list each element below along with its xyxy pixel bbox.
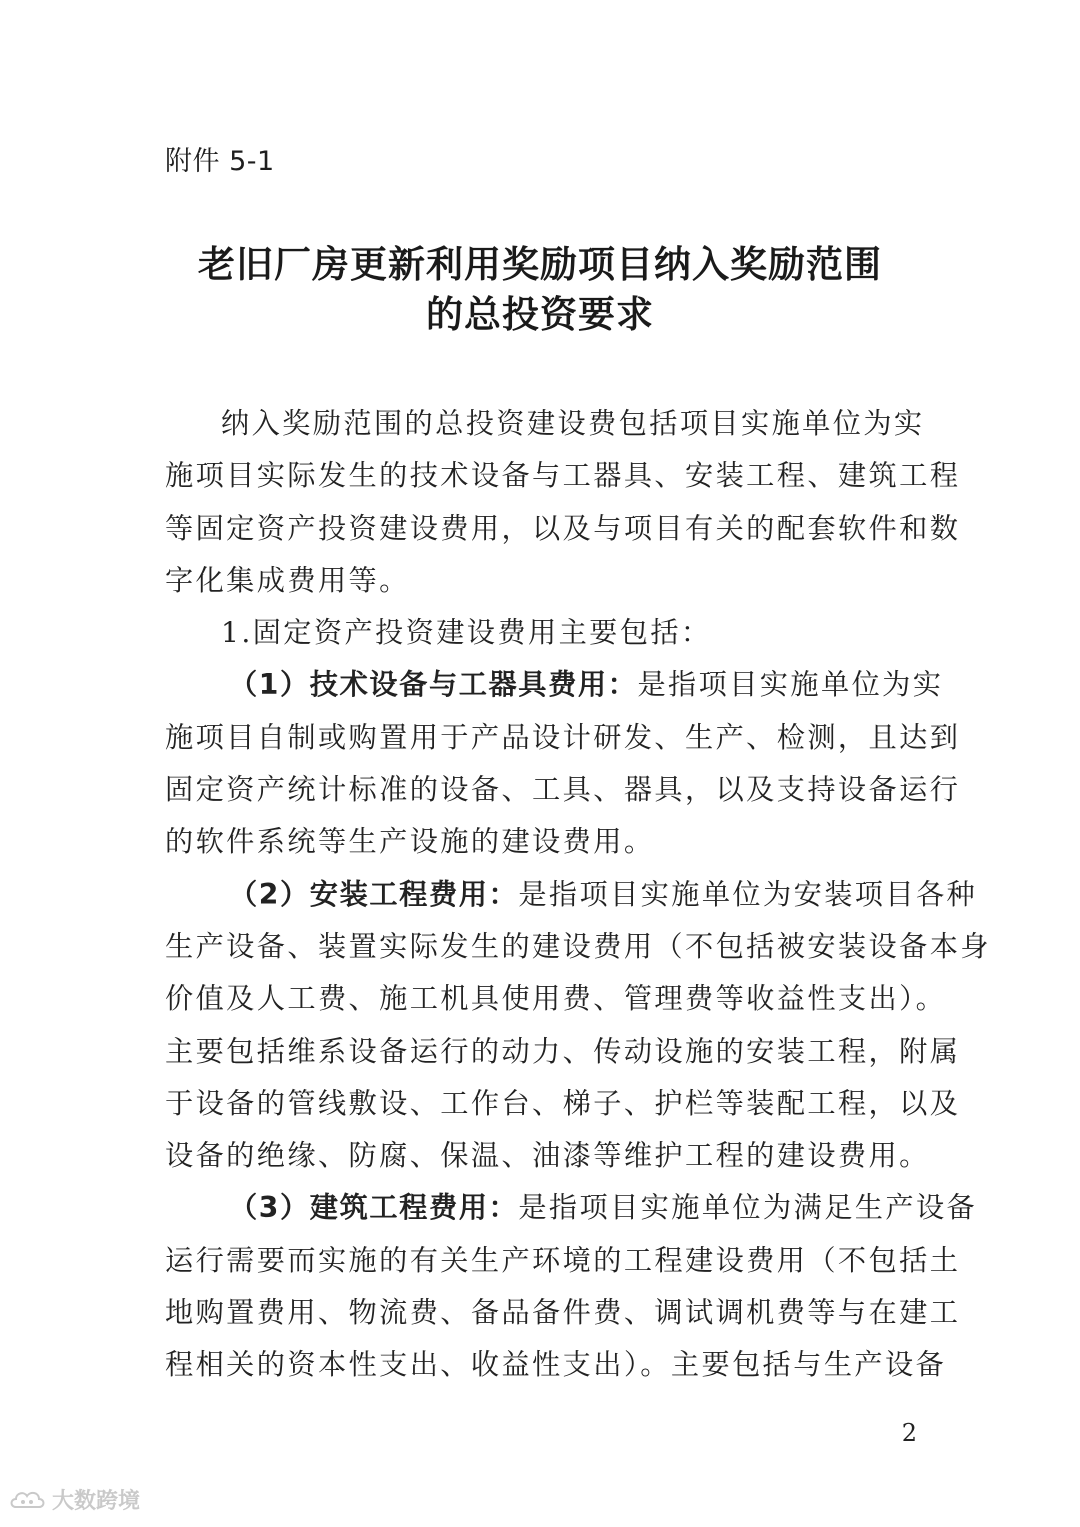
text-line: 运行需要而实施的有关生产环境的工程建设费用（不包括土 bbox=[165, 1243, 961, 1277]
text-line: 等固定资产投资建设费用，以及与项目有关的配套软件和数 bbox=[165, 511, 961, 545]
text-line bbox=[165, 869, 978, 921]
item-3-line: 是指项目实施单位为满足生产设备 bbox=[518, 1191, 978, 1225]
cloud-logo-icon bbox=[8, 1487, 48, 1513]
text-line: 设备的绝缘、防腐、保温、油漆等维护工程的建设费用。 bbox=[165, 1139, 930, 1173]
document-body bbox=[165, 398, 991, 1392]
section-1-heading-paragraph bbox=[165, 607, 917, 659]
text-line: 字化集成费用等。 bbox=[165, 563, 410, 597]
page-number: 2 bbox=[901, 1419, 917, 1447]
text-line: 程相关的资本性支出、收益性支出）。主要包括与生产设备 bbox=[165, 1348, 947, 1382]
text-line: 生产设备、装置实际发生的建设费用（不包括被安装设备本身 bbox=[165, 929, 991, 963]
text-line: 纳入奖励范围的总投资建设费包括项目实施单位为实 bbox=[221, 407, 925, 440]
title-line-2: 的总投资要求 bbox=[426, 293, 654, 336]
watermark-text: 大数跨境 bbox=[52, 1489, 141, 1514]
intro-paragraph bbox=[165, 398, 961, 607]
title-line-1: 老旧厂房更新利用奖励项目纳入奖励范围 bbox=[198, 243, 882, 286]
text-line: 施项目实际发生的技术设备与工器具、安装工程、建筑工程 bbox=[165, 459, 961, 493]
section-1-heading: 1.固定资产投资建设费用主要包括： bbox=[221, 616, 712, 650]
item-3-paragraph bbox=[165, 1182, 978, 1391]
text-line: 固定资产统计标准的设备、工具、器具，以及支持设备运行 bbox=[165, 773, 961, 807]
text-line: 地购置费用、物流费、备品备件费、调试调机费等与在建工 bbox=[165, 1296, 961, 1330]
item-2-line: 是指项目实施单位为安装项目各种 bbox=[518, 877, 978, 911]
text-line: 施项目自制或购置用于产品设计研发、生产、检测，且达到 bbox=[165, 720, 961, 754]
text-line bbox=[165, 1182, 978, 1234]
item-3-lead: （3）建筑工程费用： bbox=[229, 1191, 519, 1225]
text-line: 主要包括维系设备运行的动力、传动设施的安装工程，附属 bbox=[165, 1034, 961, 1068]
item-2-lead: （2）安装工程费用： bbox=[229, 877, 519, 911]
watermark bbox=[8, 1484, 140, 1515]
item-2-paragraph bbox=[165, 869, 991, 1183]
item-1-paragraph bbox=[165, 659, 961, 868]
text-line bbox=[165, 659, 944, 711]
text-line: 价值及人工费、施工机具使用费、管理费等收益性支出）。 bbox=[165, 982, 947, 1016]
item-1-lead: （1）技术设备与工器具费用： bbox=[229, 668, 638, 702]
document-title bbox=[140, 240, 940, 340]
text-line: 于设备的管线敷设、工作台、梯子、护栏等装配工程，以及 bbox=[165, 1086, 961, 1120]
text-line: 的软件系统等生产设施的建设费用。 bbox=[165, 825, 655, 859]
attachment-label: 附件 5-1 bbox=[165, 146, 275, 177]
item-1-line: 是指项目实施单位为实 bbox=[637, 668, 944, 702]
